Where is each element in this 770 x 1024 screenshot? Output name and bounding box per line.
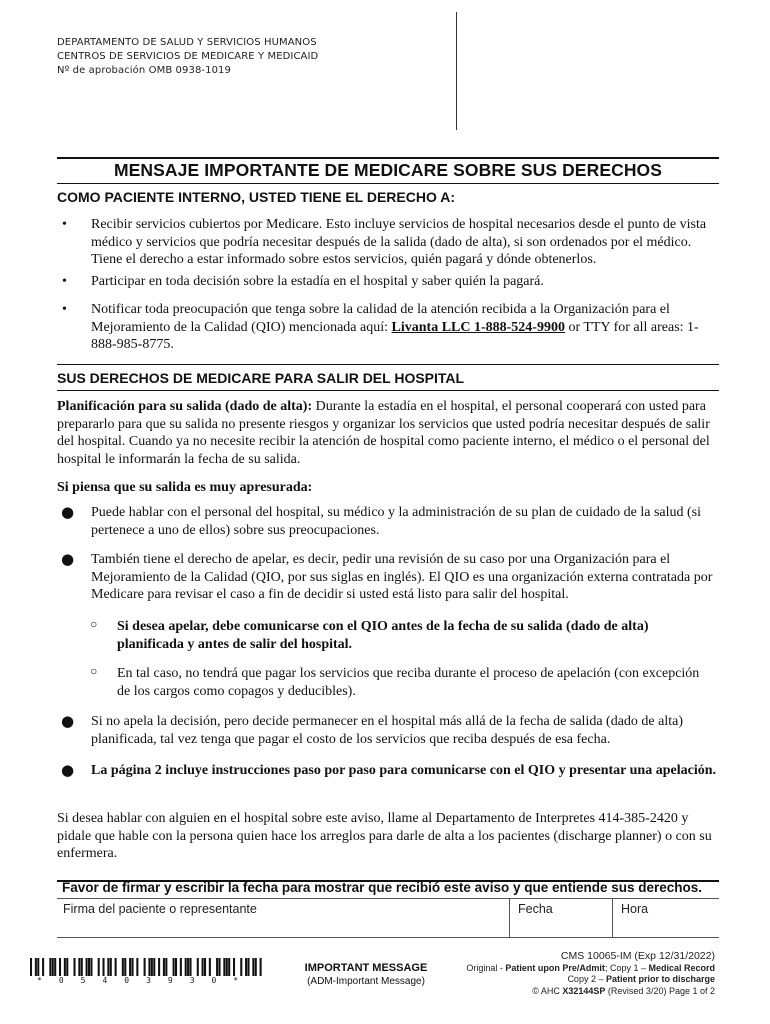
- signature-field[interactable]: Firma del paciente o representante: [63, 902, 257, 916]
- signature-instruction: Favor de firmar y escribir la fecha para mostrar que recibió este aviso y que entiende sus derechos.: [62, 880, 703, 895]
- section2-underline: [57, 390, 719, 391]
- form-meta: [466, 951, 715, 997]
- list-item: ● También tiene el derecho de apelar, es decir, pedir una revisión de su caso por una Organización para el Mejoramiento de la Calidad (QIO, por sus siglas en inglés). El QIO es una organización externa contratada por Medicare para revisar el caso a fin de decidir si usted está listo para salir del hospital.: [61, 550, 713, 602]
- form-name: [296, 962, 436, 987]
- list-item: ● La página 2 incluye instrucciones paso por paso para comunicarse con el QIO y presentar una apelación.: [61, 761, 716, 779]
- signature-box: [57, 898, 719, 938]
- qio-contact: Livanta LLC 1-888-524-9900: [391, 319, 565, 335]
- rushed-heading: Si piensa que su salida es muy apresurada:: [57, 480, 313, 495]
- page-title: MENSAJE IMPORTANTE DE MEDICARE SOBRE SUS DERECHOS: [113, 160, 663, 180]
- omb-number: Nº de aprobación OMB 0938-1019: [57, 65, 231, 76]
- header-divider: [456, 12, 457, 130]
- section1-heading: COMO PACIENTE INTERNO, USTED TIENE EL DERECHO A:: [57, 189, 455, 205]
- form-title: IMPORTANT MESSAGE: [304, 962, 428, 974]
- section2-rule: [57, 364, 719, 365]
- planning-paragraph: Planificación para su salida (dado de alta): Durante la estadía en el hospital, el personal cooperará con usted para prepararlo para que su salida no presente riesgos y organizar los servicios que usted podría necesitar después de salir del hospital. Cuando ya no necesite recibir la atención de hospital como paciente interno, el médico o el personal del hospital le informarán la fecha de su salida.: [57, 399, 710, 467]
- field-divider: [509, 899, 510, 937]
- list-item: • Participar en toda decisión sobre la estadía en el hospital y saber quién la pagará.: [62, 274, 544, 289]
- cms-form-number: CMS 10065-IM (Exp 12/31/2022): [560, 950, 715, 962]
- barcode-number: *05403930*: [37, 976, 256, 985]
- list-item: • Notificar toda preocupación que tenga sobre la calidad de la atención recibida a la Organización para el Mejoramiento de la Calidad (QIO) mencionada aquí: Livanta LLC 1-888-524-9900 or TTY for all areas: 1-888-985-8775.: [62, 302, 699, 352]
- agency-header: [57, 36, 318, 78]
- copy-distribution-2: Copy 2 – Patient prior to discharge: [567, 974, 715, 984]
- title-rule: [57, 157, 719, 159]
- sub-list-item: ○ Si desea apelar, debe comunicarse con el QIO antes de la fecha de su salida (dado de alta) planificada y antes de salir del hospital.: [90, 617, 649, 652]
- form-subtitle: (ADM-Important Message): [307, 976, 425, 987]
- sub-list-item: ○ En tal caso, no tendrá que pagar los servicios que reciba durante el proceso de apelación (con excepción de los cargos como copagos y deducibles).: [90, 664, 700, 699]
- list-item: ● Si no apela la decisión, pero decide permanecer en el hospital más allá de la fecha de salida (dado de alta) planificada, tal vez tenga que pagar el costo de los servicios que reciba después de esa fecha.: [61, 712, 684, 747]
- revision-info: © AHC X32144SP (Revised 3/20) Page 1 of 2: [532, 985, 715, 996]
- list-item: • Recibir servicios cubiertos por Medicare. Esto incluye servicios de hospital necesarios desde el punto de vista médico y servicios que podría necesitar después de la salida (dado de alta), si son ordenados por el médico. Tiene el derecho a estar informado sobre estos servicios, quién pagará y dónde obtenerlos.: [62, 217, 707, 267]
- time-field[interactable]: Hora: [621, 902, 649, 916]
- field-divider: [612, 899, 613, 937]
- date-field[interactable]: Fecha: [518, 902, 553, 916]
- section2-heading: SUS DERECHOS DE MEDICARE PARA SALIR DEL HOSPITAL: [57, 370, 465, 386]
- agency-line-1: DEPARTAMENTO DE SALUD Y SERVICIOS HUMANOS: [57, 37, 317, 48]
- title-underline: [57, 183, 719, 184]
- closing-paragraph: Si desea hablar con alguien en el hospital sobre este aviso, llame al Departamento de Interpretes 414-385-2420 y pidale que hable con la persona quien hace los arreglos para darle de alta a los pacientes (discharge planner) o con su enfermera.: [57, 811, 712, 861]
- list-item: ● Puede hablar con el personal del hospital, su médico y la administración de su plan de cuidado de la salud (si pertenece a uno de ellos) sobre sus preocupaciones.: [61, 503, 701, 538]
- barcode-image: [30, 958, 262, 976]
- agency-line-2: CENTROS DE SERVICIOS DE MEDICARE Y MEDICAID: [57, 51, 319, 62]
- copy-distribution-1: Original - Patient upon Pre/Admit; Copy 1 – Medical Record: [466, 962, 715, 973]
